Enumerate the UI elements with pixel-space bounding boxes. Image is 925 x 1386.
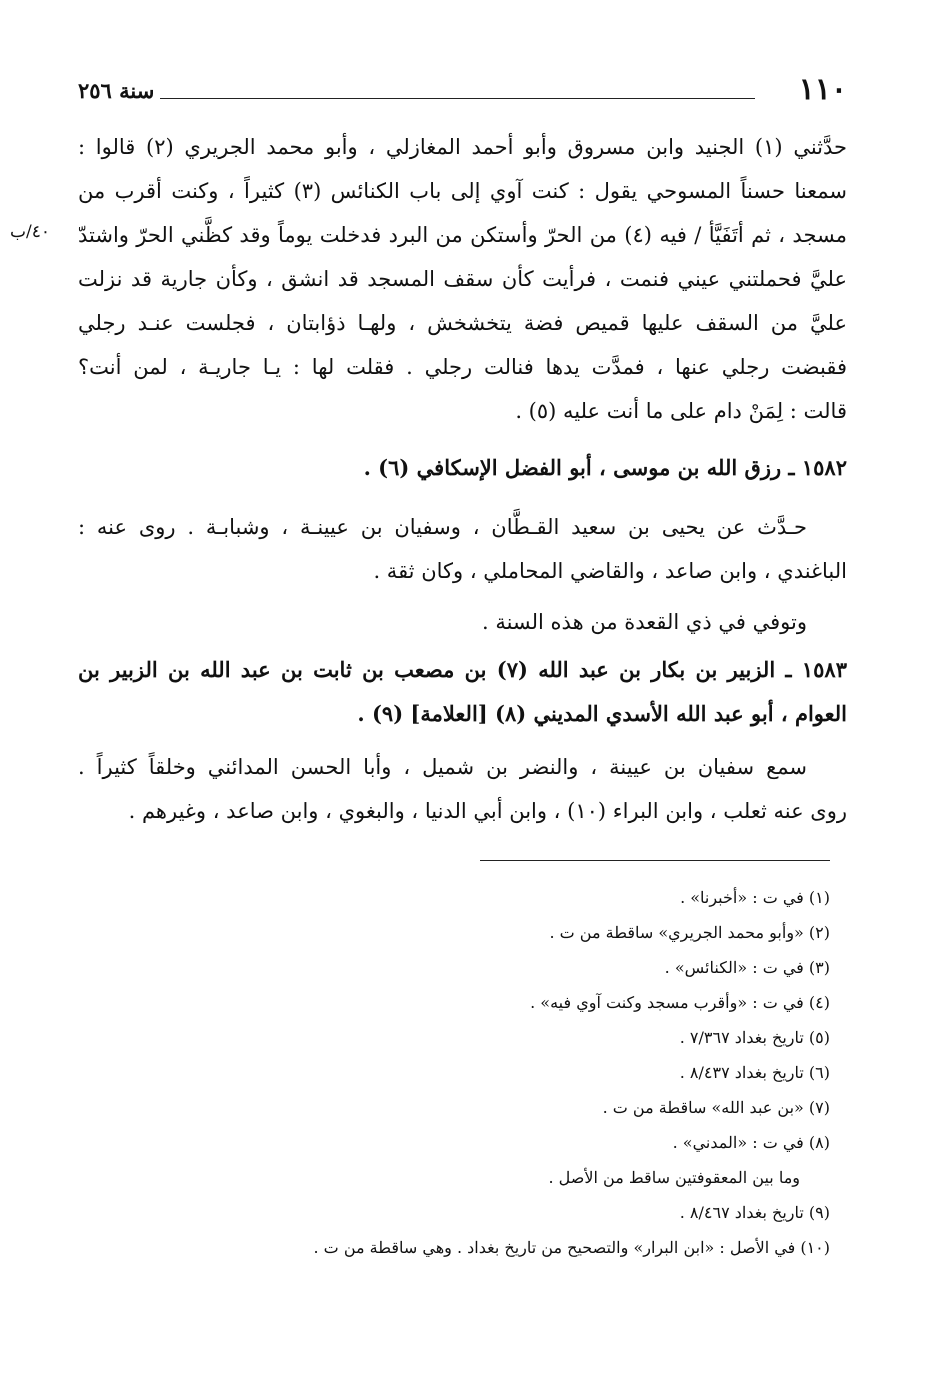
text-line: الباغندي ، وابن صاعد ، والقاضي المحاملي ، وكان ثقة . bbox=[373, 559, 847, 583]
header-rule bbox=[160, 98, 755, 99]
text-line: حـدَّث عن يحيى بن سعيد القـطَّان ، وسفيان بن عيينـة ، وشبابـة . روى عنه : bbox=[78, 515, 807, 539]
running-head-year: سنة ٢٥٦ bbox=[78, 78, 155, 103]
entry-title: ١٥٨٣ ـ الزبير بن بكار بن عبد الله (٧) بن مصعب بن ثابت بن عبد الله بن الزبير بن bbox=[78, 657, 847, 682]
text-line: عليَّ من السقف عليها قميص فضة يتخشخش ، ولهـا ذؤابتان ، فجلست عنـد رجلي bbox=[78, 311, 847, 335]
footnote: (٣) في ت : «الكنائس» . bbox=[664, 958, 830, 977]
footnote: (٢) «وأبو محمد الجريري» ساقطة من ت . bbox=[549, 923, 830, 942]
footnote: (٧) «بن عبد الله» ساقطة من ت . bbox=[602, 1098, 830, 1117]
footnote: (٦) تاريخ بغداد ٨/٤٣٧ . bbox=[679, 1063, 830, 1082]
entry-title: العوام ، أبو عبد الله الأسدي المديني (٨) [العلامة] (٩) . bbox=[357, 701, 847, 726]
entry-1582-death bbox=[78, 600, 847, 644]
text-line: سمعنا حسناً المسوحي يقول : كنت آوي إلى باب الكنائس (٣) كثيراً ، وكنت أقرب من bbox=[78, 179, 848, 203]
footnote: (١) في ت : «أخبرنا» . bbox=[680, 888, 830, 907]
page-header bbox=[78, 70, 847, 110]
paragraph-narration bbox=[78, 125, 847, 433]
footnotes bbox=[78, 880, 830, 1265]
footnote-continuation: وما بين المعقوفتين ساقط من الأصل . bbox=[548, 1168, 800, 1187]
page-number: ١١٠ bbox=[798, 72, 847, 107]
entry-title: ١٥٨٢ ـ رزق الله بن موسى ، أبو الفضل الإسكافي (٦) . bbox=[363, 455, 847, 480]
footnote: (١٠) في الأصل : «ابن البرار» والتصحيح من تاريخ بغداد . وهي ساقطة من ت . bbox=[313, 1238, 830, 1257]
footnote: (٩) تاريخ بغداد ٨/٤٦٧ . bbox=[679, 1203, 830, 1222]
text-line: سمع سفيان بن عيينة ، والنضر بن شميل ، وأبا الحسن المدائني وخلقاً كثيراً . bbox=[78, 755, 807, 779]
text-line: وتوفي في ذي القعدة من هذه السنة . bbox=[481, 610, 807, 634]
text-line: فقبضت رجلي عنها ، فمدَّت يدها فنالت رجلي . فقلت لها : يـا جاريـة ، لمن أنت؟ bbox=[78, 355, 847, 379]
entry-1583-body bbox=[78, 745, 847, 833]
text-line: حدَّثني (١) الجنيد وابن مسروق وأبو أحمد المغازلي ، وأبو محمد الجريري (٢) قالوا : bbox=[78, 135, 848, 159]
entry-1582-body bbox=[78, 505, 847, 593]
entry-1583 bbox=[78, 648, 847, 736]
text-line: مسجد ، ثم أتَفَيَّأ / فيه (٤) من الحرّ وأستكن من البرد فدخلت يوماً وقد كظَّني الحرّ واشتدّ bbox=[78, 223, 847, 247]
footnote: (٥) تاريخ بغداد ٧/٣٦٧ . bbox=[679, 1028, 830, 1047]
text-line: قالت : لِمَنْ دام على ما أنت عليه (٥) . bbox=[515, 399, 847, 423]
footnote: (٤) في ت : «وأقرب مسجد وكنت آوي فيه» . bbox=[530, 993, 830, 1012]
footnote-separator bbox=[480, 860, 830, 861]
footnote: (٨) في ت : «المدني» . bbox=[672, 1133, 830, 1152]
entry-1582 bbox=[78, 446, 847, 490]
text-line: روى عنه ثعلب ، وابن البراء (١٠) ، وابن أبي الدنيا ، والبغوي ، وابن صاعد ، وغيرهم . bbox=[128, 799, 847, 823]
text-line: عليَّ فحملتني عيني فنمت ، فرأيت كأن سقف المسجد قد انشق ، وكأن جارية قد نزلت bbox=[78, 267, 847, 291]
margin-folio-note: ٤٠/ب bbox=[10, 222, 50, 242]
